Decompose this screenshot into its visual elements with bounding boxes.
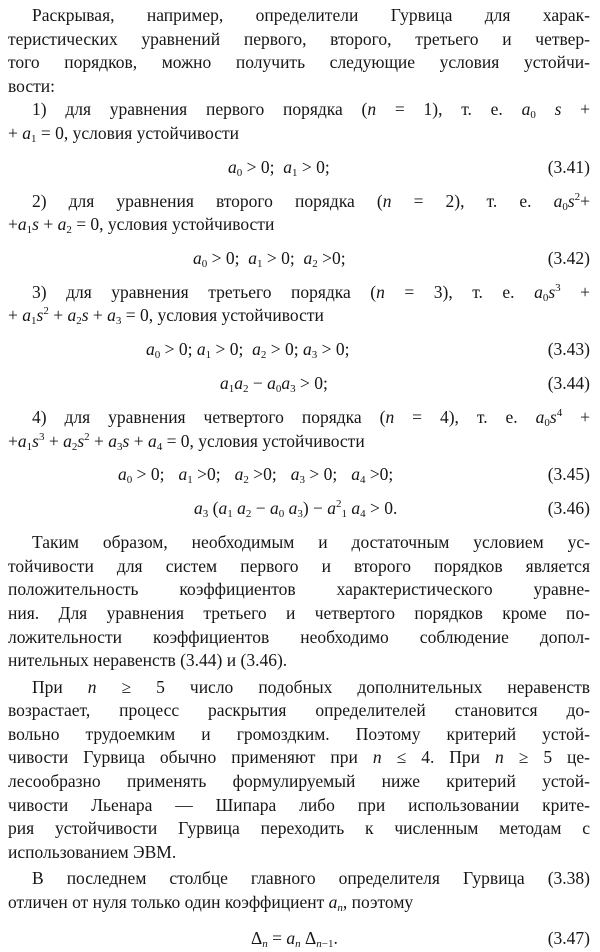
equation-number: (3.46) <box>547 498 590 519</box>
conclusion-paragraph <box>8 531 590 673</box>
text-line: использованием ЭВМ. <box>8 841 177 862</box>
case-first-order <box>8 98 590 145</box>
text-line: вости: <box>8 75 55 96</box>
text-line: При n ≥ 5 число подобных дополнительных неравенств <box>32 676 590 697</box>
case-line: 2) для уравнения второго порядка (n = 2), т. е. $a_0s^2+$ <box>32 190 590 213</box>
case-line: $+a_1s^3 + a_2s^2 + a_3s + a_4 = 0$, условия устойчивости <box>8 430 365 453</box>
case-line: 4) для уравнения четвертого порядка (n = 4), т. е. $a_0s^4$ + <box>32 406 591 429</box>
equation-3-45 <box>8 463 590 488</box>
text-line: тойчивости для систем первого и второго порядков является <box>8 555 590 576</box>
case-line: 1) для уравнения первого порядка (n = 1), т. е. $a_0$ s + <box>32 99 590 122</box>
formula: $a_1a_2 - a_0a_3 > 0$; <box>220 372 328 395</box>
text-line: чивости Гурвица обычно применяют при n ≤ 4. При n ≥ 5 це- <box>8 747 590 768</box>
equation-3-46 <box>8 497 590 522</box>
equation-number: (3.44) <box>547 372 590 393</box>
formula: $a_0 > 0$; $a_1 > 0$; $a_2 >0$; <box>193 247 346 270</box>
text-line: отличен от нуля только один коэффициент $a_n$, поэтому <box>8 892 414 915</box>
text-line: В последнем столбце главного определителя Гурвица (3.38) <box>32 868 590 889</box>
equation-number: (3.42) <box>547 247 590 268</box>
case-fourth-order <box>8 406 590 453</box>
text-line: Таким образом, необходимым и достаточным условием ус- <box>32 532 590 553</box>
equation-number: (3.47) <box>547 927 590 948</box>
formula: $a_0 > 0$; $a_1 >0$; $a_2 >0$; $a_3 > 0$; $a_4 >0$; <box>118 464 394 487</box>
text-line: ложительности коэффициентов необходимо соблюдение допол- <box>8 626 590 647</box>
text-line: теристических уравнений первого, второго, третьего и четвер- <box>8 28 590 49</box>
text-line: Раскрывая, например, определители Гурвица для харак- <box>32 5 590 25</box>
equation-3-43 <box>8 338 590 363</box>
last-paragraph <box>8 867 590 914</box>
text-line: возрастает, процесс раскрытия определителей становится до- <box>8 700 590 721</box>
case-second-order <box>8 190 590 237</box>
text-line: рия устойчивости Гурвица переходить к численным методам с <box>8 818 590 839</box>
equation-number: (3.45) <box>547 464 590 485</box>
formula: $a_3$ ($a_1$ $a_2 - a_0$ $a_3) - a^2_1$ $a_4 > 0$. <box>194 498 398 521</box>
case-third-order <box>8 281 590 328</box>
intro-paragraph <box>8 4 590 98</box>
case-line: + $a_1s^2 + a_2s + a_3 = 0$, условия устойчивости <box>8 305 324 328</box>
text-line: положительность коэффициентов характеристического уравне- <box>8 579 590 600</box>
text-line: лесообразно применять формулируемый ниже критерий устой- <box>8 771 590 792</box>
formula: $a_0 > 0$; $a_1 > 0$; <box>228 156 330 179</box>
equation-3-47 <box>8 927 590 952</box>
case-line: + $a_1 = 0$, условия устойчивости <box>8 122 239 145</box>
equation-3-41 <box>8 156 590 181</box>
text-line: чивости Льенара — Шипара либо при использовании крите- <box>8 794 590 815</box>
formula: $a_0 > 0$; $a_1 > 0$; $a_2 > 0$; $a_3 > 0$; <box>146 338 350 361</box>
text-line: нительных неравенств (3.44) и (3.46). <box>8 650 288 671</box>
equation-3-44 <box>8 372 590 397</box>
case-line: $+a_1s + a_2 = 0$, условия устойчивости <box>8 214 275 237</box>
higher-order-paragraph <box>8 676 590 865</box>
equation-number: (3.41) <box>547 156 590 177</box>
text-line: ния. Для уравнения третьего и четвертого порядков кроме по- <box>8 602 590 623</box>
text-line: вольно трудоемким и громоздким. Поэтому критерий устой- <box>8 723 590 744</box>
equation-number: (3.43) <box>547 338 590 359</box>
formula: $\Delta_n = a_n$ $\Delta_{n-1}$. <box>251 927 338 950</box>
text-line: того порядков, можно получить следующие условия устойчи- <box>8 52 590 73</box>
case-line: 3) для уравнения третьего порядка (n = 3), т. е. $a_0s^3$ + <box>32 281 590 304</box>
equation-3-42 <box>8 247 590 272</box>
